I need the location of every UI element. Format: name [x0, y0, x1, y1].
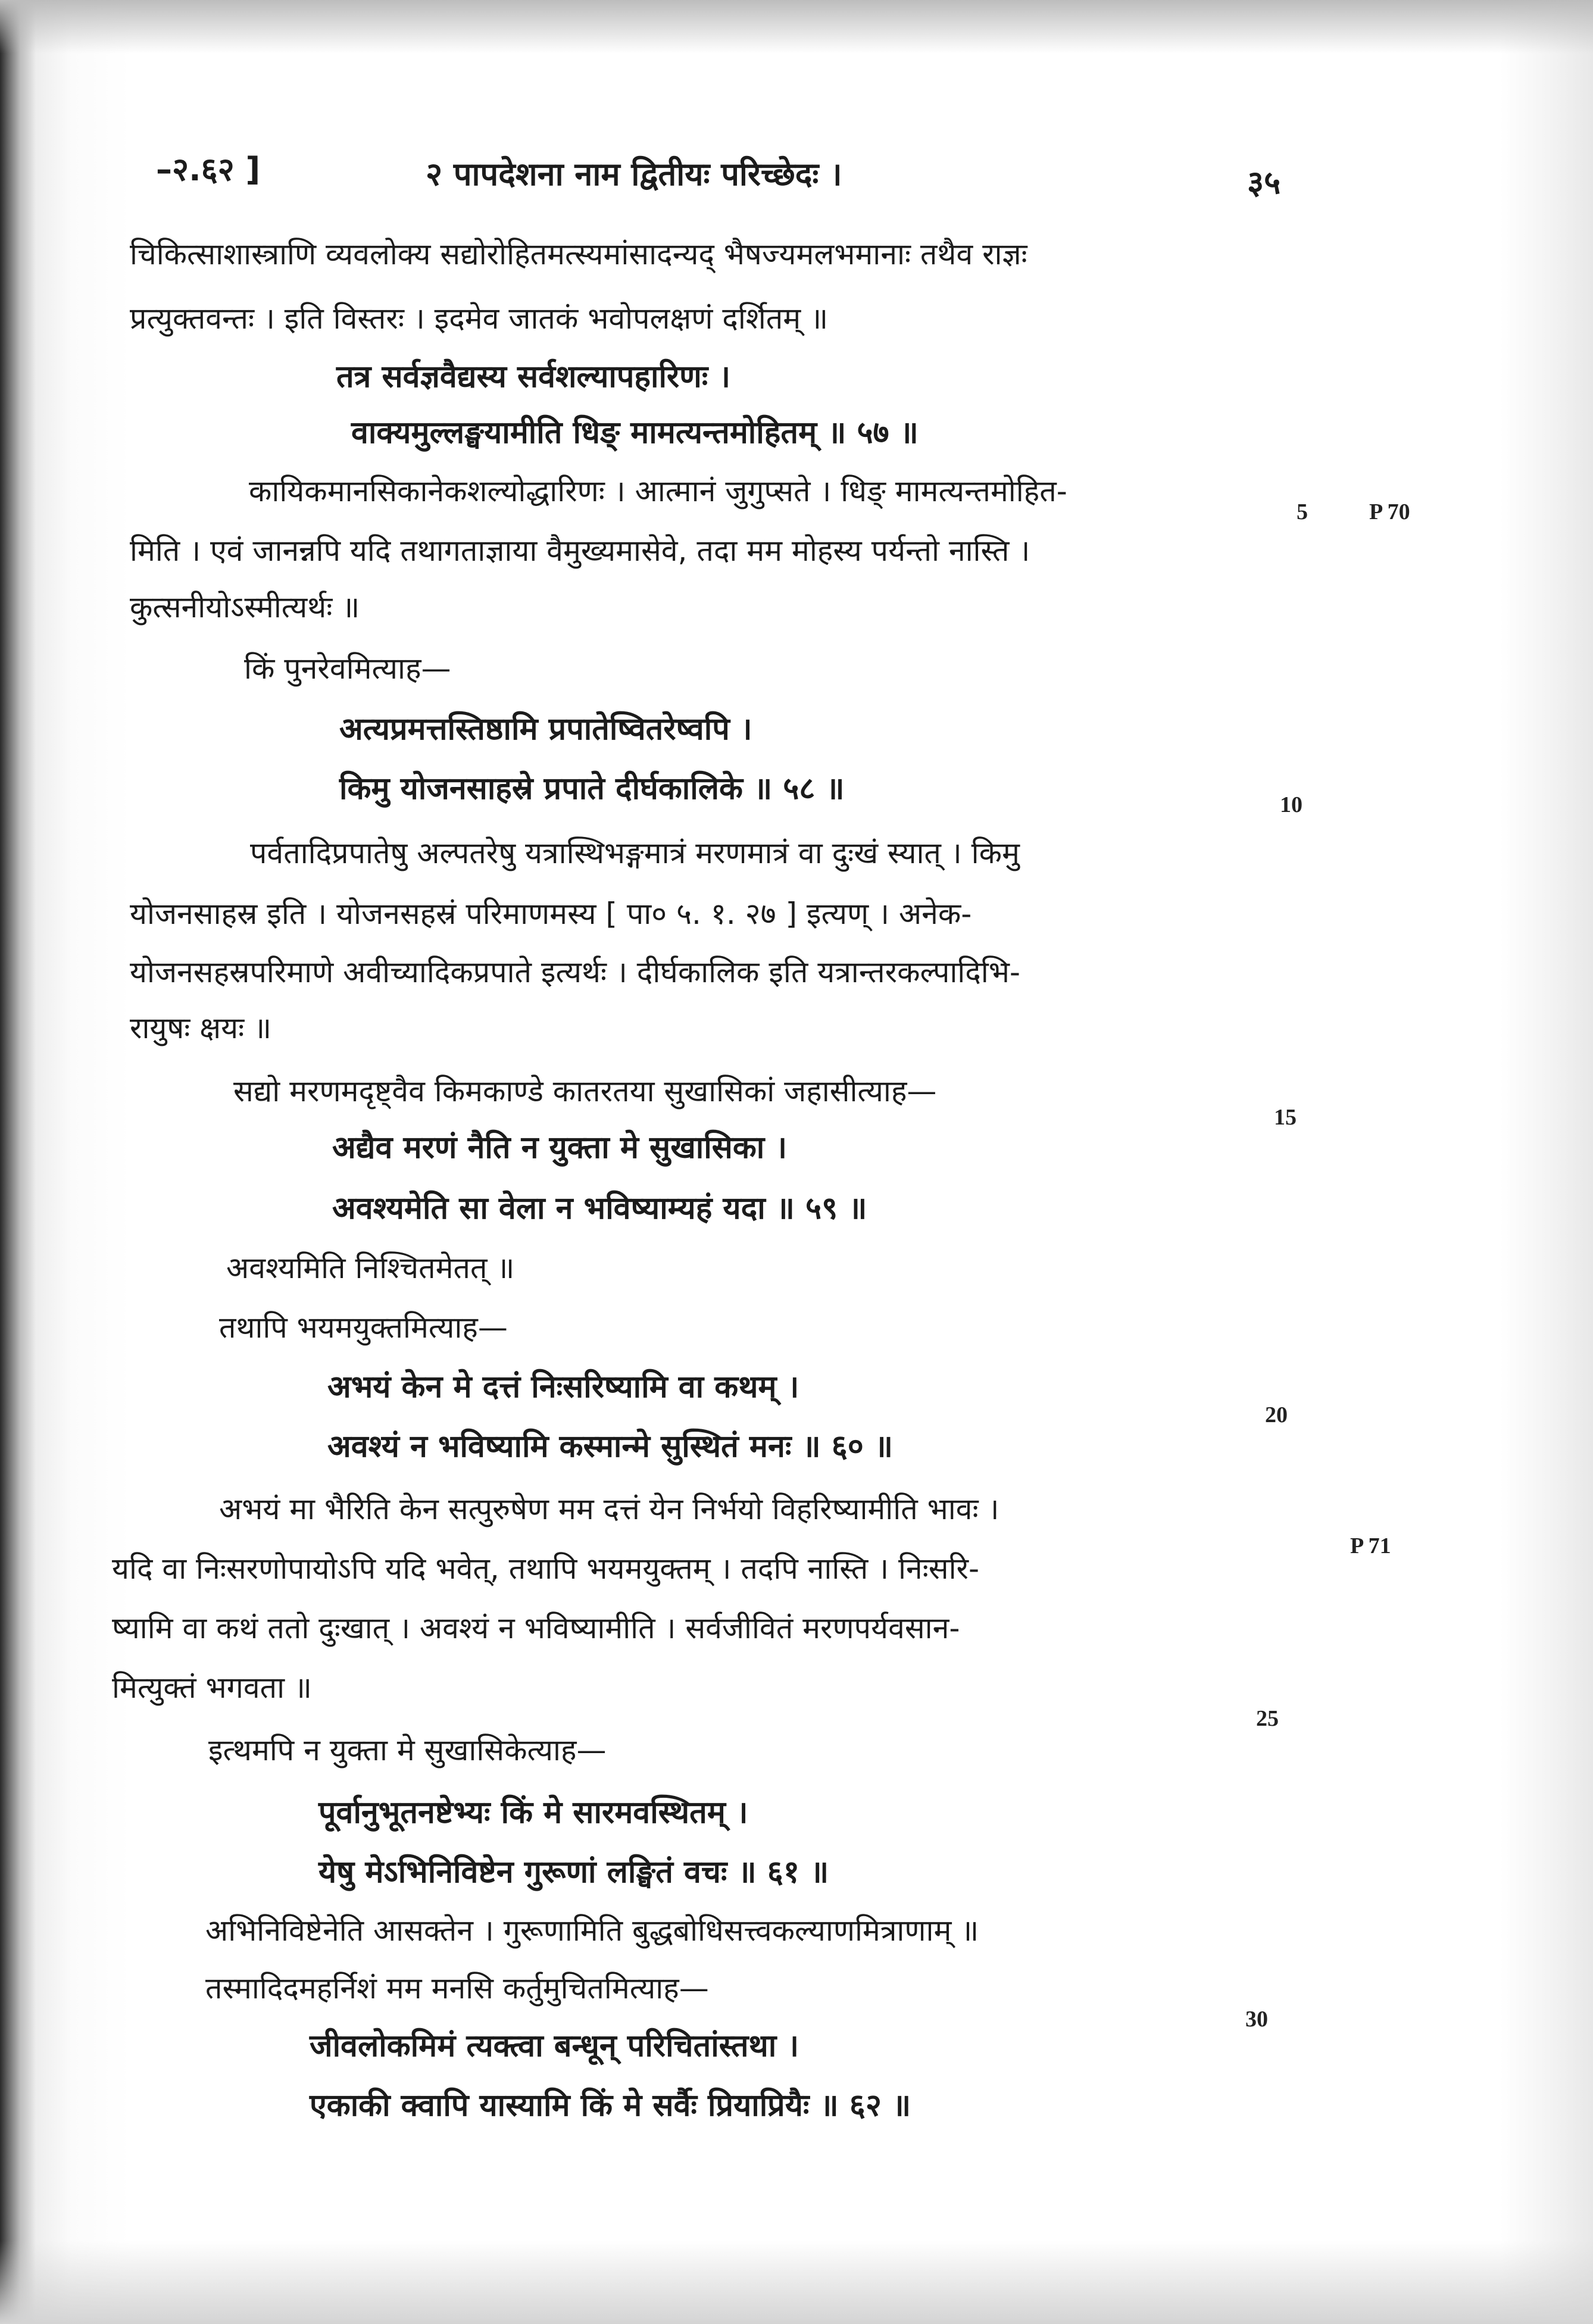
- verse-line: येषु मेऽभिनिविष्टेन गुरूणां लङ्घितं वचः ॥ ६१ ॥: [318, 1854, 829, 1890]
- text-line: अभयं मा भैरिति केन सत्पुरुषेण मम दत्तं येन निर्भयो विहरिष्यामीति भावः ।: [219, 1492, 999, 1526]
- verse-line: वाक्यमुल्लङ्घयामीति धिङ् मामत्यन्तमोहितम् ॥ ५७ ॥: [351, 415, 919, 451]
- verse-line: तत्र सर्वज्ञवैद्यस्य सर्वशल्यापहारिणः ।: [336, 359, 731, 395]
- line-number-20: 20: [1265, 1402, 1288, 1427]
- text-line: कुत्सनीयोऽस्मीत्यर्थः ॥: [130, 590, 360, 624]
- verse-line: अवश्यमेति सा वेला न भविष्याम्यहं यदा ॥ ५९ ॥: [332, 1191, 867, 1226]
- page-title: २ पापदेशना नाम द्वितीयः परिच्छेदः ।: [426, 155, 842, 193]
- line-number-15: 15: [1274, 1105, 1297, 1130]
- line-number-10: 10: [1280, 792, 1302, 817]
- text-line: तस्मादिदमहर्निशं मम मनसि कर्तुमुचितमित्याह—: [205, 1971, 709, 2006]
- line-number-30: 30: [1245, 2007, 1268, 2032]
- text-line: अभिनिविष्टेनेति आसक्तेन । गुरूणामिति बुद्धबोधिसत्त्वकल्याणमित्राणाम् ॥: [205, 1913, 979, 1948]
- header-reference: –२.६२ ]: [156, 151, 261, 188]
- verse-line: अद्यैव मरणं नैति न युक्ता मे सुखासिका ।: [332, 1130, 788, 1166]
- line-number-25: 25: [1256, 1706, 1279, 1731]
- verse-line: किमु योजनसाहस्रे प्रपाते दीर्घकालिके ॥ ५८ ॥: [339, 771, 845, 807]
- text-line: रायुषः क्षयः ॥: [130, 1011, 272, 1045]
- text-line: कायिकमानसिकानेकशल्योद्धारिणः । आत्मानं जुगुप्सते । धिङ् मामत्यन्तमोहित-: [249, 474, 1067, 508]
- text-line: ष्यामि वा कथं ततो दुःखात् । अवश्यं न भविष्यामीति । सर्वजीवितं मरणपर्यवसान-: [112, 1611, 960, 1645]
- page-number: ३५: [1247, 164, 1281, 201]
- text-line: यदि वा निःसरणोपायोऽपि यदि भवेत्, तथापि भयमयुक्तम् । तदपि नास्ति । निःसरि-: [112, 1551, 980, 1586]
- top-edge-shadow: [0, 0, 1593, 54]
- text-line: मित्युक्तं भगवता ॥: [112, 1670, 312, 1705]
- text-line: प्रत्युक्तवन्तः । इति विस्तरः । इदमेव जातकं भवोपलक्षणं दर्शितम् ॥: [130, 301, 829, 336]
- text-line: सद्यो मरणमदृष्ट्वैव किमकाण्डे कातरतया सुखासिकां जहासीत्याह—: [233, 1074, 937, 1108]
- binding-shadow: [0, 0, 36, 2324]
- text-line: चिकित्साशास्त्राणि व्यवलोक्य सद्योरोहितमत्स्यमांसादन्यद् भैषज्यमलभमानाः तथैव राज्ञः: [130, 237, 1027, 271]
- verse-line: पूर्वानुभूतनष्टेभ्यः किं मे सारमवस्थितम् ।: [318, 1795, 748, 1831]
- verse-line: जीवलोकमिमं त्यक्त्वा बन्धून् परिचितांस्तथा ।: [310, 2028, 799, 2064]
- text-line: तथापि भयमयुक्तमित्याह—: [219, 1310, 508, 1345]
- text-line: अवश्यमिति निश्चितमेतत् ॥: [226, 1251, 515, 1285]
- line-number-5: 5: [1297, 499, 1308, 524]
- verse-line: अभयं केन मे दत्तं निःसरिष्यामि वा कथम् ।: [327, 1369, 799, 1405]
- text-line: मिति । एवं जानन्नपि यदि तथागताज्ञाया वैमुख्यमासेवे, तदा मम मोहस्य पर्यन्तो नास्ति ।: [130, 533, 1030, 568]
- verse-line: अत्यप्रमत्तस्तिष्ठामि प्रपातेष्वितरेष्वपि ।: [339, 711, 752, 747]
- text-line: किं पुनरेवमित्याह—: [244, 651, 451, 686]
- page-ref-p71: P 71: [1350, 1533, 1391, 1558]
- text-line: योजनसाहस्र इति । योजनसहस्रं परिमाणमस्य [ पा० ५. १. २७ ] इत्यण् । अनेक-: [130, 897, 972, 931]
- text-line: पर्वतादिप्रपातेषु अल्पतरेषु यत्रास्थिभङ्गमात्रं मरणमात्रं वा दुःखं स्यात् । किमु: [250, 836, 1020, 870]
- text-line: योजनसहस्रपरिमाणे अवीच्यादिकप्रपाते इत्यर्थः । दीर्घकालिक इति यत्रान्तरकल्पादिभि-: [130, 955, 1020, 989]
- verse-line: एकाकी क्वापि यास्यामि किं मे सर्वैः प्रियाप्रियैः ॥ ६२ ॥: [310, 2088, 911, 2123]
- text-line: इत्थमपि न युक्ता मे सुखासिकेत्याह—: [208, 1733, 607, 1767]
- page-ref-p70: P 70: [1369, 499, 1410, 524]
- verse-line: अवश्यं न भविष्यामि कस्मान्मे सुस्थितं मनः ॥ ६० ॥: [327, 1429, 894, 1464]
- bottom-edge-shadow: [0, 2241, 1593, 2324]
